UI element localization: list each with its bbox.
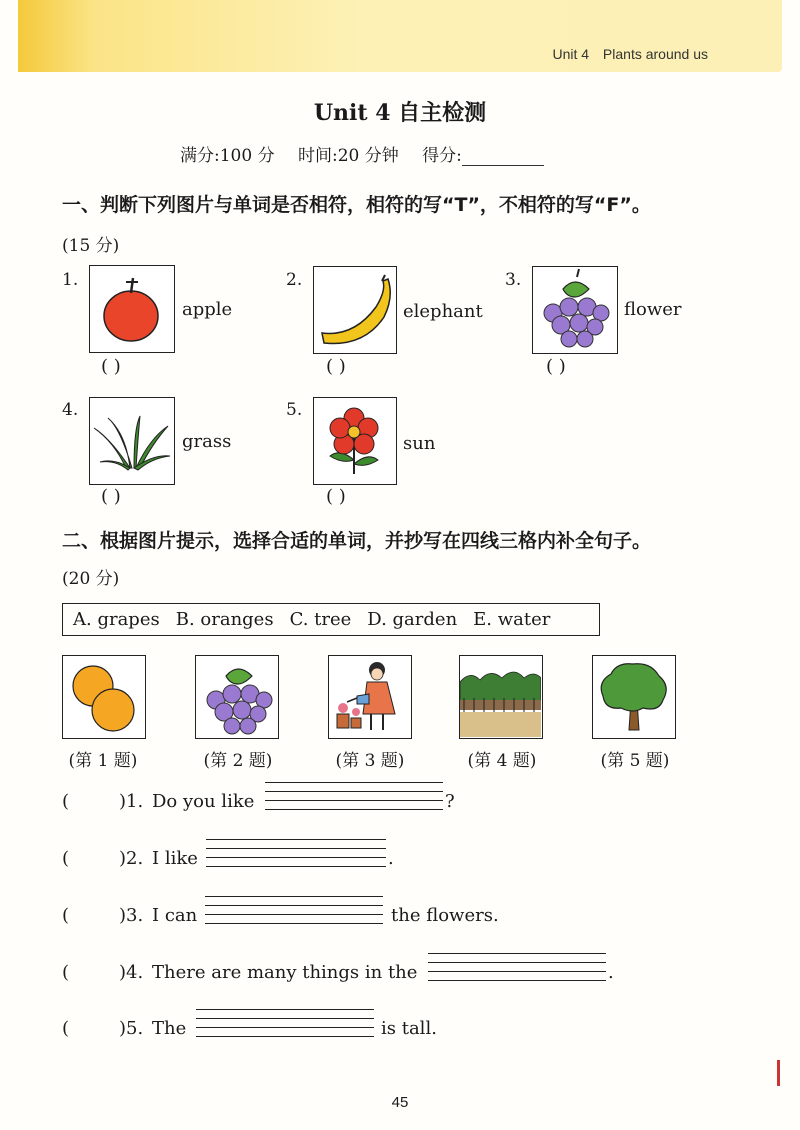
- flower-picture: [313, 397, 397, 485]
- banana-picture: [313, 266, 397, 354]
- edge-mark: [777, 1060, 780, 1086]
- item3-number: 3.: [505, 270, 522, 290]
- sentence3-writing-lines[interactable]: [205, 896, 383, 924]
- sentence2-label: )2.: [119, 848, 144, 869]
- garden-icon: [460, 656, 541, 737]
- sentence1-text: Do you like: [152, 791, 255, 812]
- section2-title: 二、根据图片提示，选择合适的单词，并抄写在四线三格内补全句子。: [62, 530, 652, 552]
- item5-answer-parens[interactable]: ( ): [326, 486, 346, 507]
- topic-label: Plants around us: [602, 46, 708, 62]
- caption-q2: (第 2 题): [203, 751, 273, 771]
- unit-label: Unit 4: [552, 46, 590, 62]
- watering-icon: [329, 656, 410, 737]
- girl-watering-picture: [328, 655, 412, 739]
- sentence1-label: )1.: [119, 791, 144, 812]
- score-label: 得分:: [422, 146, 462, 166]
- sentence4-end: .: [608, 962, 614, 983]
- tree-icon: [593, 656, 674, 737]
- test-meta: [180, 141, 562, 166]
- item4-word: grass: [182, 431, 232, 452]
- sentence5-writing-lines[interactable]: [196, 1009, 374, 1037]
- item1-answer-parens[interactable]: ( ): [101, 356, 121, 377]
- item1-number: 1.: [62, 270, 79, 290]
- item4-number: 4.: [62, 400, 79, 420]
- section1-title: 一、判断下列图片与单词是否相符，相符的写“T”，不相符的写“F”。: [62, 194, 651, 216]
- apple-icon: [90, 266, 173, 351]
- option-e: E. water: [473, 609, 551, 630]
- sentence2-text: I like: [152, 848, 198, 869]
- grapes-icon: [196, 656, 277, 737]
- sentence3-text: I can: [152, 905, 198, 926]
- grass-picture: [89, 397, 175, 485]
- score-blank[interactable]: [462, 149, 544, 166]
- grapes-icon: [533, 267, 616, 352]
- item3-word: flower: [624, 299, 682, 320]
- caption-q4: (第 4 题): [467, 751, 537, 771]
- sentence5-label: )5.: [119, 1018, 144, 1039]
- sentence2-writing-lines[interactable]: [206, 839, 386, 867]
- grass-icon: [90, 398, 173, 483]
- grapes-picture: [532, 266, 618, 354]
- running-header: [552, 46, 708, 62]
- item3-answer-parens[interactable]: ( ): [546, 356, 566, 377]
- item2-answer-parens[interactable]: ( ): [326, 356, 346, 377]
- caption-q1: (第 1 题): [68, 751, 138, 771]
- sentence1-paren[interactable]: (: [62, 791, 70, 812]
- oranges-icon: [63, 656, 144, 737]
- time-limit: 时间:20 分钟: [298, 146, 399, 166]
- sentence5-paren[interactable]: (: [62, 1018, 70, 1039]
- sentence4-writing-lines[interactable]: [428, 953, 606, 981]
- grapes-picture-2: [195, 655, 279, 739]
- flower-icon: [314, 398, 395, 483]
- banana-icon: [314, 267, 395, 352]
- item5-word: sun: [403, 433, 436, 454]
- page-number: 45: [391, 1094, 409, 1111]
- option-b: B. oranges: [175, 609, 274, 630]
- tree-picture: [592, 655, 676, 739]
- item4-answer-parens[interactable]: ( ): [101, 486, 121, 507]
- sentence3-paren[interactable]: (: [62, 905, 70, 926]
- sentence5-end: is tall.: [381, 1018, 437, 1039]
- sentence2-paren[interactable]: (: [62, 848, 70, 869]
- sentence4-label: )4.: [119, 962, 144, 983]
- sentence1-end: ?: [445, 791, 455, 812]
- item5-number: 5.: [286, 400, 303, 420]
- sentence4-paren[interactable]: (: [62, 962, 70, 983]
- sentence1-writing-lines[interactable]: [265, 782, 443, 810]
- option-c: C. tree: [289, 609, 352, 630]
- garden-picture: [459, 655, 543, 739]
- option-d: D. garden: [367, 609, 458, 630]
- caption-q5: (第 5 题): [600, 751, 670, 771]
- section2-points: (20 分): [62, 569, 120, 589]
- section1-points: (15 分): [62, 236, 120, 256]
- sentence3-end: the flowers.: [391, 905, 499, 926]
- oranges-picture: [62, 655, 146, 739]
- word-options-box: [62, 603, 600, 636]
- sentence2-end: .: [388, 848, 394, 869]
- page-title: Unit 4 自主检测: [313, 100, 487, 126]
- sentence5-text: The: [152, 1018, 187, 1039]
- item2-word: elephant: [403, 301, 483, 322]
- item2-number: 2.: [286, 270, 303, 290]
- item1-word: apple: [182, 299, 233, 320]
- option-a: A. grapes: [73, 609, 160, 630]
- caption-q3: (第 3 题): [335, 751, 405, 771]
- apple-picture: [89, 265, 175, 353]
- full-marks: 满分:100 分: [180, 146, 275, 166]
- sentence4-text: There are many things in the: [152, 962, 418, 983]
- sentence3-label: )3.: [119, 905, 144, 926]
